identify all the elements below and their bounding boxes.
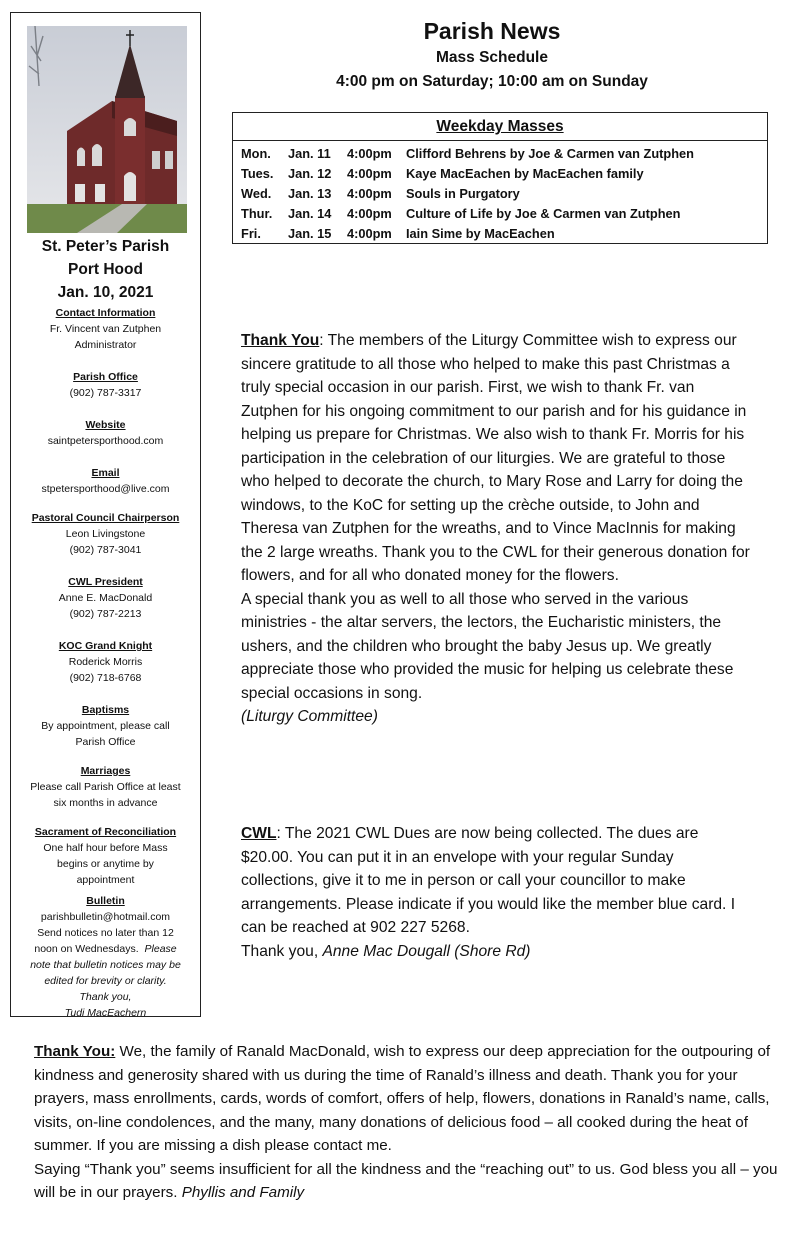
family-paragraph-1 <box>34 1040 779 1158</box>
mass-row <box>233 204 767 224</box>
mass-intention: Iain Sime by MacEachen <box>406 226 555 241</box>
cwl-heading: CWL President <box>68 576 143 588</box>
bulletin-line <box>11 957 200 973</box>
family-body-2: Saying “Thank you” seems insufficient for all the kindness and the “reaching out” to us. God bless you all – you will be in our prayers. <box>34 1160 778 1201</box>
office-heading: Parish Office <box>73 371 138 383</box>
parish-heading <box>11 235 200 304</box>
cwl-president-phone: (902) 787-2213 <box>69 608 142 620</box>
council-name: Leon Livingstone <box>65 528 146 540</box>
cwl-label: CWL <box>241 825 277 842</box>
mass-date: Jan. 11 <box>288 146 331 161</box>
mass-time: 4:00pm <box>347 206 392 221</box>
parish-location: Port Hood <box>68 261 143 278</box>
website-heading: Website <box>85 419 126 431</box>
liturgy-signature <box>241 705 751 729</box>
council-heading: Pastoral Council Chairperson <box>31 512 180 524</box>
page-title: Parish News <box>423 18 561 44</box>
mass-day: Tues. <box>241 166 274 181</box>
mass-day: Mon. <box>241 146 271 161</box>
marriages-line: six months in advance <box>53 797 158 809</box>
bulletin-date: Jan. 10, 2021 <box>57 284 154 301</box>
mass-day: Thur. <box>241 206 273 221</box>
mass-time: 4:00pm <box>347 226 392 241</box>
email-link[interactable]: stpetersporthood@live.com <box>41 483 170 495</box>
church-photo-illustration <box>27 26 187 233</box>
bulletin-line <box>11 989 200 1005</box>
bulletin-line <box>11 941 200 957</box>
priest-role: Administrator <box>74 339 137 351</box>
weekday-masses-title-text: Weekday Masses <box>436 118 564 135</box>
office-phone: (902) 787-3317 <box>69 387 142 399</box>
mass-row <box>233 144 767 164</box>
mass-time: 4:00pm <box>347 166 392 181</box>
mass-time: 4:00pm <box>347 146 392 161</box>
bulletin-heading: Bulletin <box>86 895 125 907</box>
bulletin-note: note that bulletin notices may be <box>30 959 181 971</box>
reconciliation-line: begins or anytime by <box>57 858 154 870</box>
cwl-signoff <box>241 940 751 964</box>
label-colon: : <box>319 332 324 349</box>
mass-row <box>233 164 767 184</box>
bulletin-line: Send notices no later than 12 <box>37 927 174 939</box>
email-heading: Email <box>91 467 120 479</box>
weekday-masses-title <box>233 113 767 141</box>
bulletin-line <box>11 1005 200 1021</box>
reconciliation-heading: Sacrament of Reconciliation <box>34 826 177 838</box>
label-colon: : <box>276 825 281 842</box>
mass-day: Wed. <box>241 186 272 201</box>
koc-phone: (902) 718-6768 <box>69 672 142 684</box>
mass-date: Jan. 13 <box>288 186 332 201</box>
mass-date: Jan. 12 <box>288 166 332 181</box>
bulletin-note: edited for brevity or clarity. <box>44 975 167 987</box>
family-label: Thank You: <box>34 1043 116 1060</box>
liturgy-signature-text: (Liturgy Committee) <box>241 708 378 725</box>
cwl-body: The 2021 CWL Dues are now being collected. The dues are $20.00. You can put it in an envelope with your regular Sunday collections, give it to me in person or call your councillor to make arrangements. Please indicate if you would like the member blue card. I can be reached at 902 227 5268. <box>241 825 736 936</box>
baptisms-line: Parish Office <box>75 736 136 748</box>
cwl-president-name: Anne E. MacDonald <box>58 592 153 604</box>
contact-heading: Contact Information <box>55 307 156 319</box>
parish-name: St. Peter’s Parish <box>41 238 170 255</box>
mass-intention: Culture of Life by Joe & Carmen van Zutphen <box>406 206 681 221</box>
bulletin-deadline: noon on Wednesdays. <box>34 943 139 955</box>
mass-row <box>233 184 767 204</box>
priest-name: Fr. Vincent van Zutphen <box>49 323 162 335</box>
mass-time: 4:00pm <box>347 186 392 201</box>
bulletin-editor: Tudi MacEachern <box>64 1007 147 1019</box>
liturgy-paragraph-1 <box>241 329 751 588</box>
liturgy-body: The members of the Liturgy Committee wish to express our sincere gratitude to all those who helped to make this past Christmas a truly special occasion in our parish. First, we wish to thank Fr. van Zutphen for his ongoing commitment to our parish and for his guidance in helping us prepare for Christmas. We also wish to thank Fr. Morris for his participation in the celebration of our liturgies. We are grateful to those who helped to decorate the church, to Mary Rose and Larry for doing the windows, to the KoC for setting up the crèche outside, to John and Theresa van Zutphen for the wreaths, and to Vince MacInnis for making the 2 large wreaths. Thank you to the CWL for their generous donation for flowers, and for all who donated money for the flowers. <box>241 332 750 584</box>
koc-heading: KOC Grand Knight <box>58 640 153 652</box>
mass-schedule-label: Mass Schedule <box>436 49 548 66</box>
mass-date: Jan. 15 <box>288 226 332 241</box>
family-paragraph-2 <box>34 1158 779 1205</box>
family-signature: Phyllis and Family <box>181 1184 305 1201</box>
sidebar <box>10 12 201 1017</box>
contact-information <box>11 305 200 1021</box>
bulletin-email[interactable]: parishbulletin@hotmail.com <box>40 911 171 923</box>
family-thank-you-article <box>34 1040 779 1205</box>
church-photo <box>27 26 187 233</box>
bulletin-thanks: Thank you, <box>79 991 132 1003</box>
liturgy-label: Thank You <box>241 332 320 349</box>
marriages-line: Please call Parish Office at least <box>30 781 181 793</box>
weekday-masses-box <box>232 112 768 244</box>
family-body: We, the family of Ranald MacDonald, wish to express our deep appreciation for the outpouring of kindness and generosity shared with us during the time of Ranald’s illness and death. Thank you for your prayers, mass enrollments, cards, words of comfort, offers of help, flowers, donations in Ranald’s name, calls, visits, on-line condolences, and the many, many donations of delicious food – all cooked during the heat of summer. If you are missing a dish please contact me. <box>34 1043 771 1154</box>
marriages-heading: Marriages <box>80 765 131 777</box>
cwl-thanks: Thank you, <box>241 942 323 960</box>
liturgy-paragraph-2: A special thank you as well to all those who served in the various ministries - the altar servers, the lectors, the Eucharistic ministers, the ushers, and the children who brought the baby Jesus up. We greatly appreciate those who provided the music for helping us celebrate these special occasions in song. <box>241 590 734 702</box>
bulletin-line <box>11 973 200 989</box>
cwl-signature: Anne Mac Dougall (Shore Rd) <box>322 942 531 960</box>
baptisms-heading: Baptisms <box>81 704 130 716</box>
council-phone: (902) 787-3041 <box>69 544 142 556</box>
koc-name: Roderick Morris <box>68 656 143 668</box>
liturgy-thank-you-article <box>241 329 751 729</box>
mass-date: Jan. 14 <box>288 206 332 221</box>
cwl-paragraph <box>241 822 751 940</box>
mass-intention: Clifford Behrens by Joe & Carmen van Zutphen <box>406 146 694 161</box>
mass-intention: Souls in Purgatory <box>406 186 520 201</box>
website-link[interactable]: saintpetersporthood.com <box>47 435 164 447</box>
reconciliation-line: appointment <box>76 874 135 886</box>
mass-row <box>233 224 767 244</box>
mass-day: Fri. <box>241 226 261 241</box>
reconciliation-line: One half hour before Mass <box>43 842 168 854</box>
mass-times: 4:00 pm on Saturday; 10:00 am on Sunday <box>336 73 648 90</box>
baptisms-line: By appointment, please call <box>41 720 170 732</box>
bulletin-note-start: Please <box>144 943 177 955</box>
cwl-article <box>241 822 751 963</box>
mass-intention: Kaye MacEachen by MacEachen family <box>406 166 644 181</box>
